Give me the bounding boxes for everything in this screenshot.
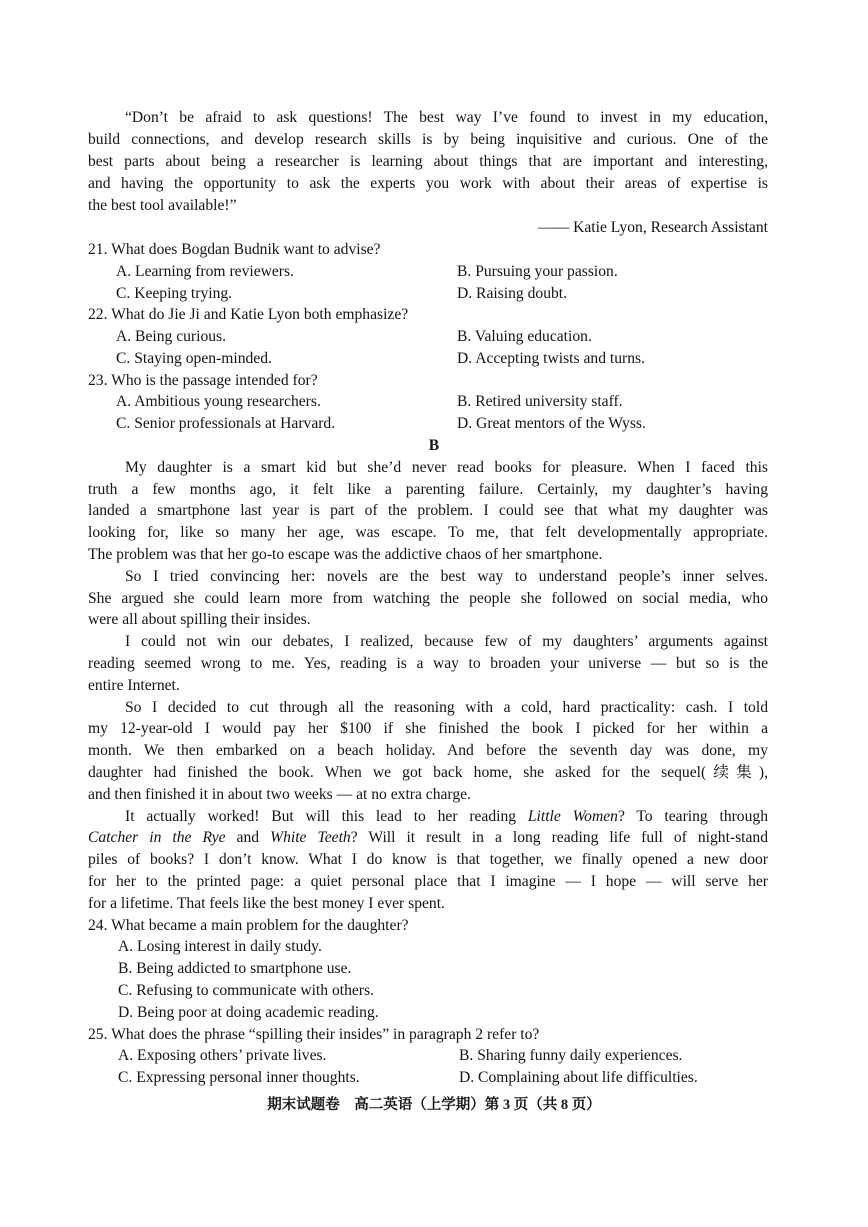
- option-b[interactable]: B. Valuing education.: [457, 328, 592, 345]
- book-title-little-women: Little Women: [527, 808, 618, 825]
- option-a[interactable]: A. Ambitious young researchers.: [116, 393, 321, 410]
- paragraph-line: landed a smartphone last year is part of the problem. I could see that what my daughter was: [88, 502, 768, 519]
- book-title-catcher-in-the-rye: Catcher in the Rye: [88, 829, 226, 846]
- option-b[interactable]: B. Being addicted to smartphone use.: [118, 960, 352, 977]
- text-run: and: [225, 829, 271, 846]
- text-run: ? To tearing through: [617, 808, 768, 825]
- paragraph-line: I could not win our debates, I realized, because few of my daughters’ arguments against: [125, 633, 768, 650]
- paragraph-line: looking for, like so many her age, was escape. To me, that felt developmentally appropriate.: [88, 524, 768, 541]
- quote-line: best parts about being a researcher is learning about things that are important and interesting,: [88, 153, 768, 170]
- option-c[interactable]: C. Refusing to communicate with others.: [118, 982, 374, 999]
- option-b[interactable]: B. Sharing funny daily experiences.: [459, 1047, 683, 1064]
- text-run: It actually worked! But will this lead to her reading: [125, 808, 528, 825]
- paragraph-line: The problem was that her go-to escape was the addictive chaos of her smartphone.: [88, 546, 603, 563]
- paragraph-line: for a lifetime. That feels like the best money I ever spent.: [88, 895, 445, 912]
- option-a[interactable]: A. Being curious.: [116, 328, 227, 345]
- quote-line: and having the opportunity to ask the experts you work with about their areas of expertise is: [88, 175, 768, 192]
- question-stem: 25. What does the phrase “spilling their insides” in paragraph 2 refer to?: [88, 1026, 540, 1043]
- section-b-heading: B: [428, 437, 440, 454]
- quote-attribution: —— Katie Lyon, Research Assistant: [538, 219, 768, 236]
- question-stem: 22. What do Jie Ji and Katie Lyon both emphasize?: [88, 306, 409, 323]
- question-stem: 21. What does Bogdan Budnik want to advise?: [88, 241, 381, 258]
- option-d[interactable]: D. Raising doubt.: [457, 285, 568, 302]
- book-title-white-teeth: White Teeth: [270, 829, 351, 846]
- option-c[interactable]: C. Keeping trying.: [116, 285, 233, 302]
- option-d[interactable]: D. Complaining about life difficulties.: [459, 1069, 698, 1086]
- option-d[interactable]: D. Great mentors of the Wyss.: [457, 415, 646, 432]
- option-d[interactable]: D. Accepting twists and turns.: [457, 350, 645, 367]
- paragraph-line: entire Internet.: [88, 677, 180, 694]
- page-footer: 期末试题卷 高二英语（上学期）第 3 页（共 8 页）: [267, 1097, 601, 1113]
- paragraph-line: So I tried convincing her: novels are the best way to understand people’s inner selves.: [125, 568, 768, 585]
- paragraph-line: and then finished it in about two weeks — at no extra charge.: [88, 786, 471, 803]
- paragraph-line: month. We then embarked on a beach holiday. And before the seventh day was done, my: [88, 742, 768, 759]
- question-stem: 24. What became a main problem for the daughter?: [88, 917, 409, 934]
- question-stem: 23. Who is the passage intended for?: [88, 372, 318, 389]
- option-c[interactable]: C. Expressing personal inner thoughts.: [118, 1069, 360, 1086]
- paragraph-line: for her to the printed page: a quiet personal place that I imagine — I hope — will serve her: [88, 873, 768, 890]
- paragraph-line: my 12-year-old I would pay her $100 if she finished the book I picked for her within a: [88, 720, 768, 737]
- text-run: ? Will it result in a long reading life full of night-stand: [350, 829, 769, 846]
- paragraph-line: truth a few months ago, it felt like a parenting failure. Certainly, my daughter’s having: [88, 481, 768, 498]
- paragraph-line: reading seemed wrong to me. Yes, reading is a way to broaden your universe — but so is the: [88, 655, 768, 672]
- paragraph-line: were all about spilling their insides.: [88, 611, 311, 628]
- paragraph-line: [88, 827, 768, 849]
- option-c[interactable]: C. Staying open-minded.: [116, 350, 272, 367]
- quote-line: build connections, and develop research skills is by being inquisitive and curious. One of the: [88, 131, 768, 148]
- paragraph-line: So I decided to cut through all the reasoning with a cold, hard practicality: cash. I told: [125, 699, 768, 716]
- quote-line: “Don’t be afraid to ask questions! The best way I’ve found to invest in my education,: [125, 109, 768, 126]
- option-b[interactable]: B. Pursuing your passion.: [457, 263, 618, 280]
- option-a[interactable]: A. Exposing others’ private lives.: [118, 1047, 327, 1064]
- paragraph-line: My daughter is a smart kid but she’d never read books for pleasure. When I faced this: [125, 459, 768, 476]
- option-c[interactable]: C. Senior professionals at Harvard.: [116, 415, 336, 432]
- paragraph-line: She argued she could learn more from watching the people she followed on social media, who: [88, 590, 768, 607]
- paragraph-line: daughter had finished the book. When we got back home, she asked for the sequel(续集),: [88, 764, 768, 781]
- option-d[interactable]: D. Being poor at doing academic reading.: [118, 1004, 379, 1021]
- option-b[interactable]: B. Retired university staff.: [457, 393, 623, 410]
- quote-line: the best tool available!”: [88, 197, 237, 214]
- paragraph-line: piles of books? I don’t know. What I do know is that together, we finally opened a new door: [88, 851, 768, 868]
- option-a[interactable]: A. Losing interest in daily study.: [118, 938, 322, 955]
- option-a[interactable]: A. Learning from reviewers.: [116, 263, 294, 280]
- paragraph-line: [125, 806, 768, 828]
